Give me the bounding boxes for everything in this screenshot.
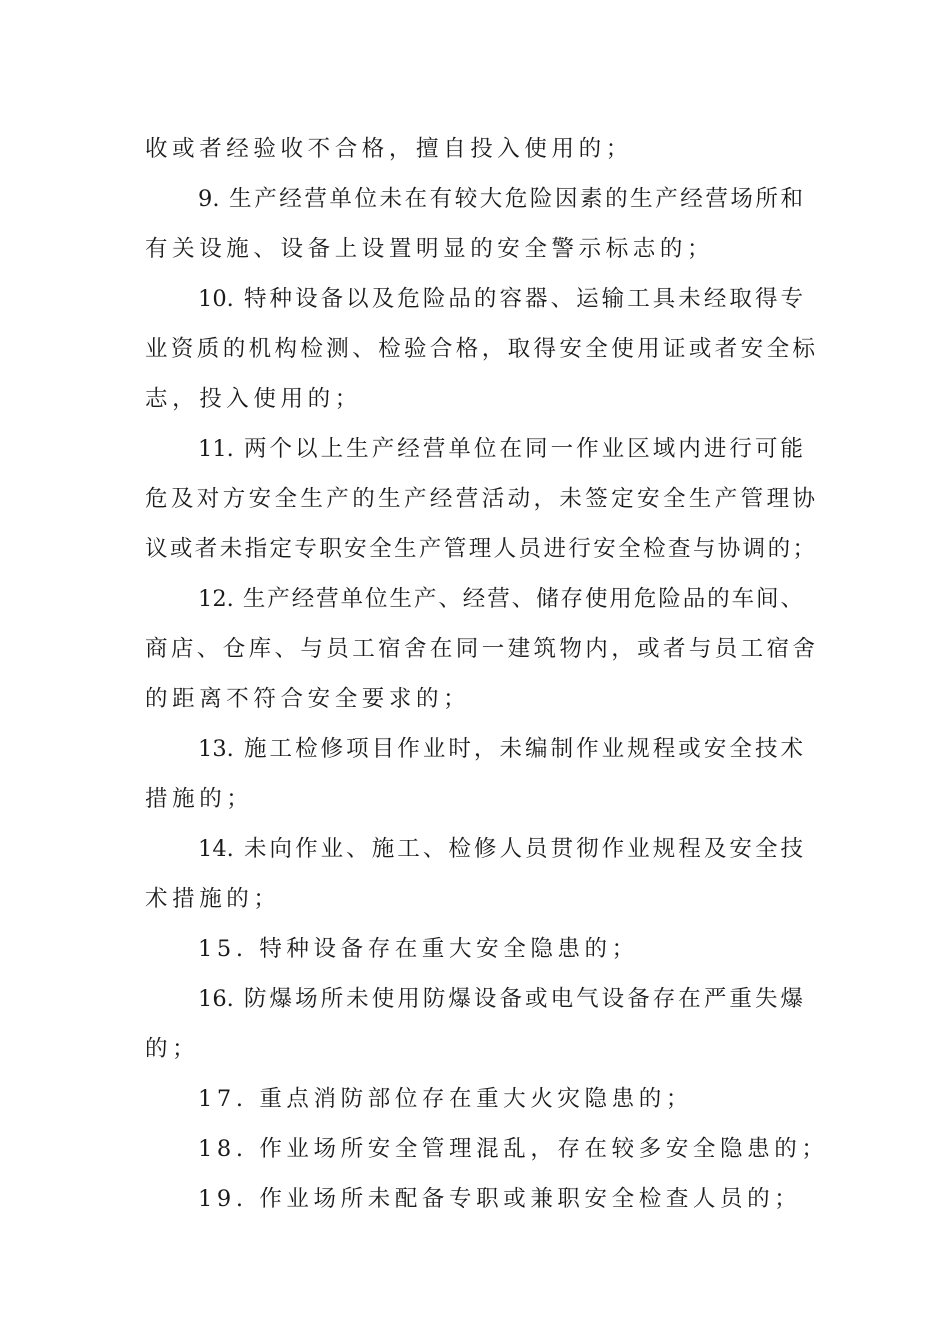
- text-line: 志，投入使用的；: [145, 386, 362, 412]
- text-line: 17. 重点消防部位存在重大火灾隐患的；: [198, 1086, 693, 1112]
- text-line: 16. 防爆场所未使用防爆设备或电气设备存在严重失爆: [198, 986, 803, 1012]
- text-line: 18. 作业场所安全管理混乱，存在较多安全隐患的；: [198, 1136, 829, 1162]
- text-line: 14. 未向作业、施工、检修人员贯彻作业规程及安全技: [198, 836, 803, 862]
- text-line: 15. 特种设备存在重大安全隐患的；: [198, 936, 639, 962]
- text-line: 11. 两个以上生产经营单位在同一作业区域内进行可能: [198, 436, 803, 462]
- text-line: 的；: [145, 1036, 200, 1062]
- text-line: 的距离不符合安全要求的；: [145, 686, 471, 712]
- text-line: 9. 生产经营单位未在有较大危险因素的生产经营场所和: [198, 186, 803, 212]
- text-line: 术措施的；: [145, 886, 281, 912]
- text-line: 业资质的机构检测、检验合格，取得安全使用证或者安全标: [145, 336, 815, 362]
- text-line: 13. 施工检修项目作业时，未编制作业规程或安全技术: [198, 736, 803, 762]
- text-line: 12. 生产经营单位生产、经营、储存使用危险品的车间、: [198, 586, 803, 612]
- text-line: 收或者经验收不合格，擅自投入使用的；: [145, 136, 633, 162]
- text-line: 议或者未指定专职安全生产管理人员进行安全检查与协调的；: [145, 536, 815, 562]
- text-line: 10. 特种设备以及危险品的容器、运输工具未经取得专: [198, 286, 803, 312]
- text-line: 有关设施、设备上设置明显的安全警示标志的；: [145, 236, 715, 262]
- text-line: 商店、仓库、与员工宿舍在同一建筑物内，或者与员工宿舍: [145, 636, 815, 662]
- text-line: 措施的；: [145, 786, 254, 812]
- text-line: 19. 作业场所未配备专职或兼职安全检查人员的；: [198, 1186, 802, 1212]
- text-line: 危及对方安全生产的生产经营活动，未签定安全生产管理协: [145, 486, 815, 512]
